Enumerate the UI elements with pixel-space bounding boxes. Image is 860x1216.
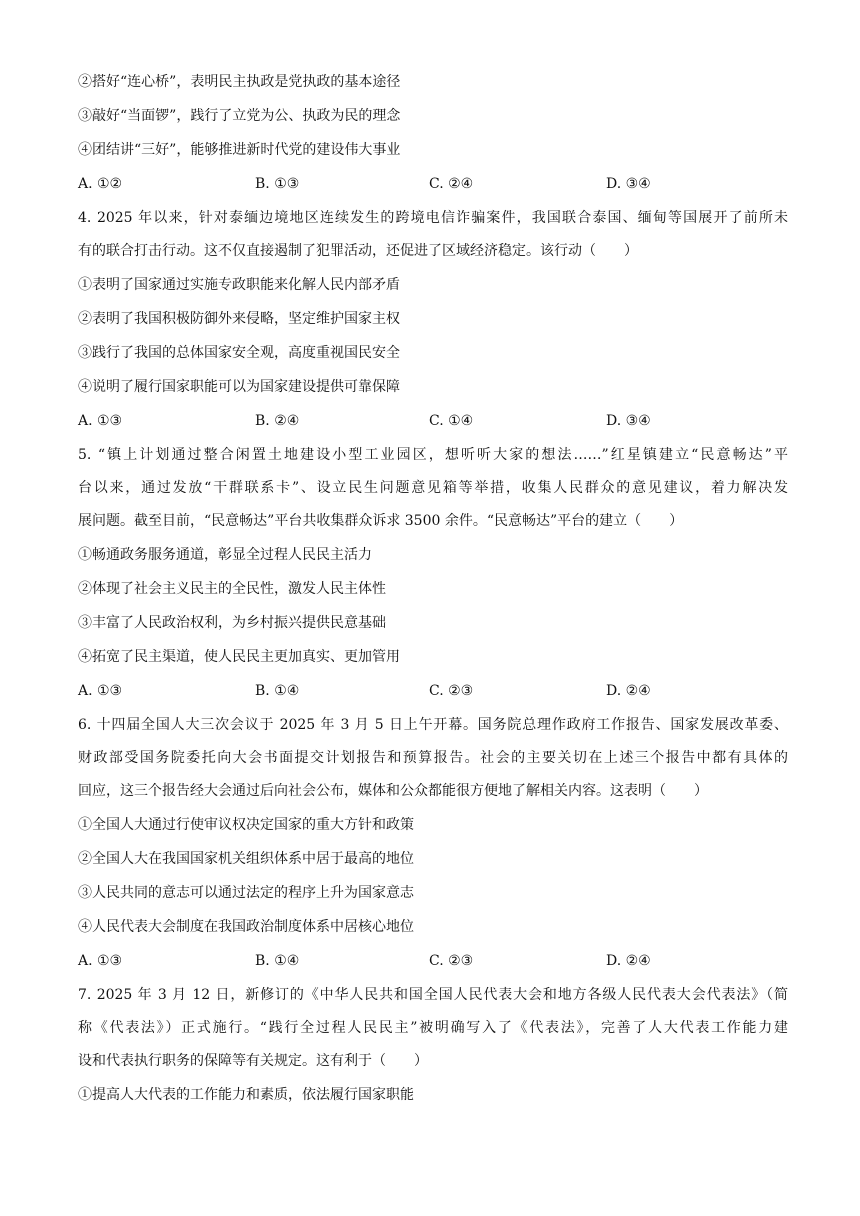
q4-statement-1: ①表明了国家通过实施专政职能来化解人民内部矛盾 [78,277,400,293]
q4-statement-2: ②表明了我国积极防御外来侵略，坚定维护国家主权 [78,311,400,327]
q4-option-c: C. ①④ [429,413,474,429]
q3-statement-3: ③敲好“当面锣”，践行了立党为公、执政为民的理念 [78,108,401,124]
q6-options [78,950,788,972]
q5-option-b: B. ①④ [255,683,300,699]
q5-stem-line-1: 5. “镇上计划通过整合闲置土地建设小型工业园区，想听听大家的想法……”红星镇建立“民意畅达”平 [78,447,788,463]
q5-option-d: D. ②④ [606,683,651,699]
q6-stem-line-1: 6. 十四届全国人大三次会议于 2025 年 3 月 5 日上午开幕。国务院总理作政府工作报告、国家发展改革委、 [78,717,788,733]
q4-statement-3: ③践行了我国的总体国家安全观，高度重视国民安全 [78,345,400,361]
q7-statement-1: ①提高人大代表的工作能力和素质，依法履行国家职能 [78,1087,414,1103]
q3-option-c: C. ②④ [429,176,474,192]
q4-statement-4: ④说明了履行国家职能可以为国家建设提供可靠保障 [78,379,400,395]
q5-statement-1: ①畅通政务服务通道，彰显全过程人民民主活力 [78,547,372,563]
q6-statement-4: ④人民代表大会制度在我国政治制度体系中居核心地位 [78,919,414,935]
q6-stem-line-2: 财政部受国务院委托向大会书面提交计划报告和预算报告。社会的主要关切在上述三个报告中都有具体的 [78,750,788,766]
q4-stem-line-2: 有的联合打击行动。这不仅直接遏制了犯罪活动，还促进了区域经济稳定。该行动（ ） [78,243,638,259]
q3-statement-2: ②搭好“连心桥”，表明民主执政是党执政的基本途径 [78,74,401,90]
q5-statement-3: ③丰富了人民政治权利，为乡村振兴提供民意基础 [78,615,386,631]
q6-option-a: A. ①③ [78,953,123,969]
q5-statement-2: ②体现了社会主义民主的全民性，激发人民主体性 [78,581,386,597]
q5-statement-4: ④拓宽了民主渠道，使人民民主更加真实、更加管用 [78,649,400,665]
q6-statement-2: ②全国人大在我国国家机关组织体系中居于最高的地位 [78,851,414,867]
q5-options [78,680,788,702]
q3-option-b: B. ①③ [255,176,300,192]
q6-statement-3: ③人民共同的意志可以通过法定的程序上升为国家意志 [78,885,414,901]
q6-statement-1: ①全国人大通过行使审议权决定国家的重大方针和政策 [78,817,414,833]
q7-stem-line-3: 设和代表执行职务的保障等有关规定。这有利于（ ） [78,1053,428,1069]
q4-options [78,410,788,432]
q3-statement-4: ④团结讲“三好”，能够推进新时代党的建设伟大事业 [78,142,401,158]
q7-stem-line-2: 称《代表法》）正式施行。“践行全过程人民民主”被明确写入了《代表法》，完善了人大代表工作能力建 [78,1020,788,1036]
q3-option-d: D. ③④ [606,176,651,192]
q5-stem-line-2: 台以来，通过发放“干群联系卡”、设立民生问题意见箱等举措，收集人民群众的意见建议，着力解决发 [78,480,788,496]
q6-option-c: C. ②③ [429,953,474,969]
q7-stem-line-1: 7. 2025 年 3 月 12 日，新修订的《中华人民共和国全国人民代表大会和地方各级人民代表大会代表法》（简 [78,987,788,1003]
q5-option-a: A. ①③ [78,683,123,699]
q4-option-a: A. ①③ [78,413,123,429]
q4-stem-line-1: 4. 2025 年以来，针对泰缅边境地区连续发生的跨境电信诈骗案件，我国联合泰国、缅甸等国展开了前所未 [78,210,788,226]
q6-option-d: D. ②④ [606,953,651,969]
q3-option-a: A. ①② [78,176,123,192]
q5-stem-line-3: 展问题。截至目前，“民意畅达”平台共收集群众诉求 3500 余件。“民意畅达”平台的建立（ ） [78,513,684,529]
q4-option-b: B. ②④ [255,413,300,429]
q6-stem-line-3: 回应，这三个报告经大会通过后向社会公布，媒体和公众都能很方便地了解相关内容。这表明（ ） [78,783,708,799]
q5-option-c: C. ②③ [429,683,474,699]
q3-options [78,173,788,195]
q6-option-b: B. ①④ [255,953,300,969]
q4-option-d: D. ③④ [606,413,651,429]
